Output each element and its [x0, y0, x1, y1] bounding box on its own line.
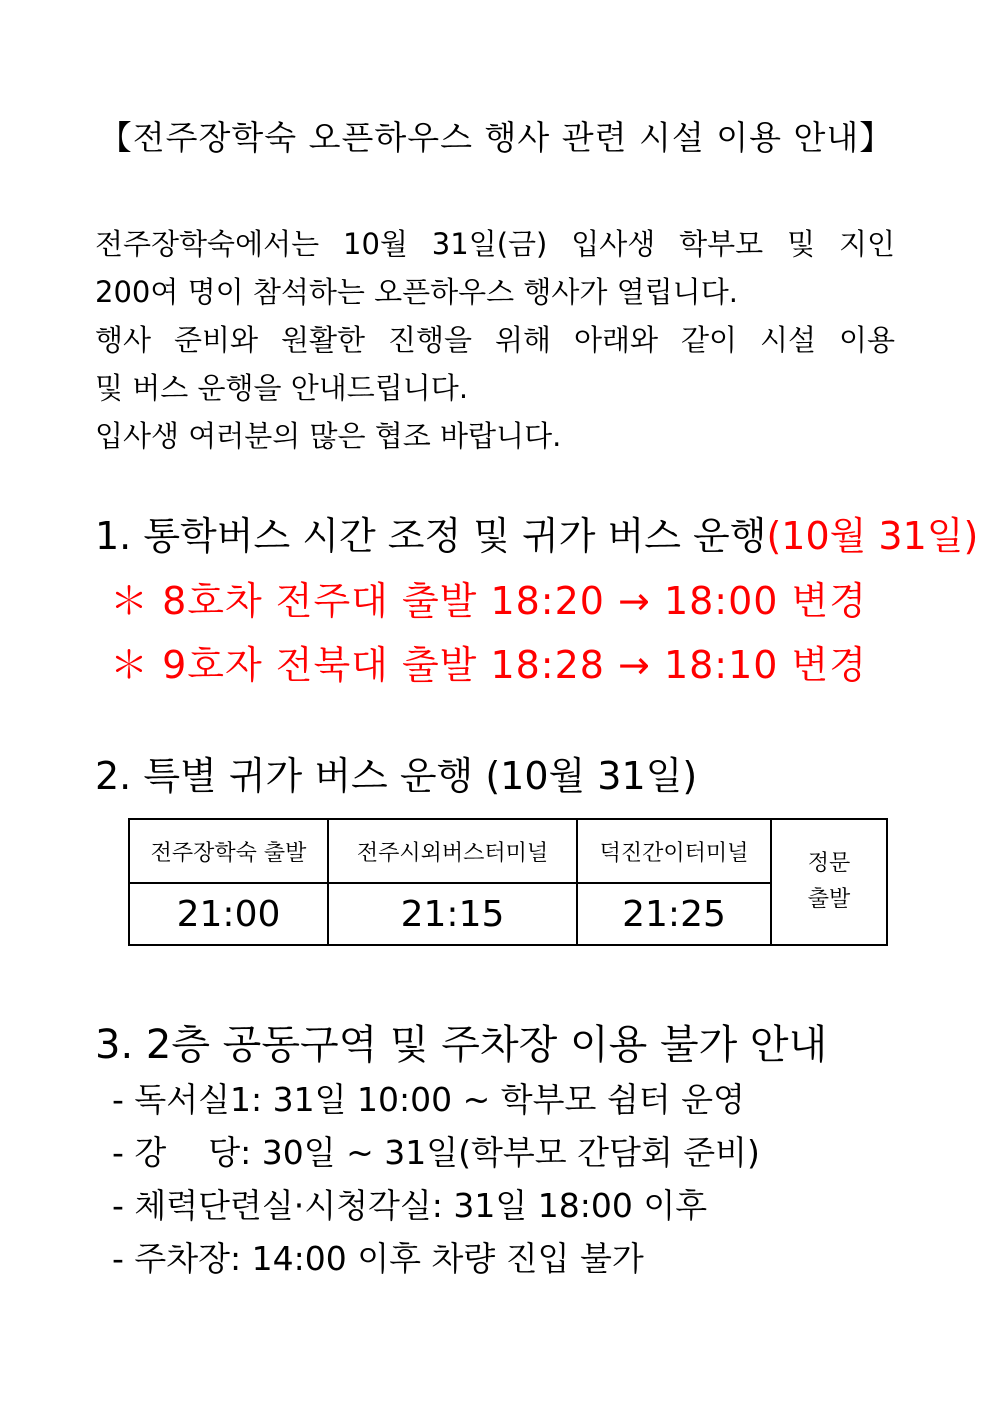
intro-line: 200여 명이 참석하는 오픈하우스 행사가 열립니다. — [95, 275, 738, 309]
restriction-list — [112, 1076, 760, 1288]
document-title: 【전주장학숙 오픈하우스 행사 관련 시설 이용 안내】 — [98, 118, 894, 157]
bus-change-item: ＊ 9호자 전북대 출발 18:28 → 18:10 변경 — [110, 643, 867, 687]
table-header-cell: 전주시외버스터미널 — [328, 819, 577, 883]
gate-departure-cell — [771, 819, 887, 945]
bus-schedule-table — [128, 818, 888, 946]
table-header-row — [129, 819, 887, 883]
table-time-cell: 21:15 — [328, 883, 577, 945]
list-item: - 체력단련실·시청각실: 31일 18:00 이후 — [112, 1186, 708, 1225]
section3-heading: 3. 2층 공동구역 및 주차장 이용 불가 안내 — [95, 1022, 828, 1068]
intro-paragraph — [95, 220, 895, 460]
table-time-cell: 21:00 — [129, 883, 328, 945]
section1-heading-date: (10월 31일) — [766, 514, 979, 558]
section1-heading — [95, 505, 978, 560]
section2-heading: 2. 특별 귀가 버스 운행 (10월 31일) — [95, 754, 698, 798]
intro-line: 입사생 여러분의 많은 협조 바랍니다. — [95, 419, 562, 453]
gate-label: 정문 — [807, 851, 851, 876]
list-item: - 주차장: 14:00 이후 차량 진입 불가 — [112, 1239, 644, 1278]
bus-change-item: ＊ 8호차 전주대 출발 18:20 → 18:00 변경 — [110, 579, 867, 623]
list-item: - 강 당: 30일 ~ 31일(학부모 간담회 준비) — [112, 1133, 760, 1172]
intro-line: 전주장학숙에서는 10월 31일(금) 입사생 학부모 및 지인 — [95, 227, 895, 261]
intro-line: 행사 준비와 원활한 진행을 위해 아래와 같이 시설 이용 — [95, 323, 895, 357]
table-header-cell: 덕진간이터미널 — [577, 819, 771, 883]
table-time-cell: 21:25 — [577, 883, 771, 945]
section1-heading-text: 1. 통학버스 시간 조정 및 귀가 버스 운행 — [95, 514, 767, 558]
table-header-cell: 전주장학숙 출발 — [129, 819, 328, 883]
list-item: - 독서실1: 31일 10:00 ~ 학부모 쉼터 운영 — [112, 1080, 745, 1119]
intro-line: 및 버스 운행을 안내드립니다. — [95, 371, 469, 405]
departure-label: 출발 — [807, 887, 851, 912]
